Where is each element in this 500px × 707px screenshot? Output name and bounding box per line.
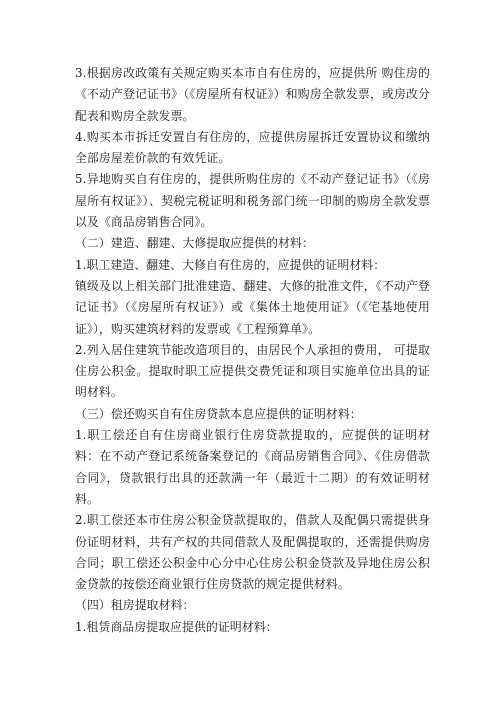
paragraph-4-relocation-housing: 4.购买本市拆迁安置自有住房的，应提供房屋拆迁安置协议和缴纳全部房屋差价款的有效凭证。: [75, 129, 430, 166]
section-heading-rental: （四）租房提取材料：: [75, 598, 195, 613]
section-heading-loan-repayment: （三）偿还购买自有住房贷款本息应提供的证明材料：: [75, 406, 362, 421]
paragraph-construction-2-energy-saving: 2.列入居住建筑节能改造项目的，由居民个人承担的费用， 可提取住房公积金。提取时职工应提供交费凭证和项目实施单位出具的证明材料。: [75, 342, 430, 400]
paragraph-construction-approval-docs: 镇级及以上相关部门批准建造、翻建、大修的批准文件，《不动产登记证书》（《房屋所有权证》）或《集体土地使用证》（《宅基地使用证》），购买建筑材料的发票或《工程预算单》。: [75, 278, 430, 336]
document-body: [75, 63, 430, 638]
paragraph-3-housing-reform-purchase: 3.根据房改政策有关规定购买本市自有住房的，应提供所 购住房的《不动产登记证书》（《房屋所有权证》）和购房全款发票，或房改分配表和购房全款发票。: [75, 66, 430, 123]
section-heading-construction: （二）建造、翻建、大修提取应提供的材料：: [75, 236, 314, 251]
paragraph-loan-2-provident-fund: 2.职工偿还本市住房公积金贷款提取的，借款人及配偶只需提供身份证明材料，共有产权的共同借款人及配偶提取的，还需提供购房合同；职工偿还公积金中心分中心住房公积金贷款及异地住房公积金贷款的按偿还商业银行住房贷款的规定提供材料。: [75, 513, 430, 592]
paragraph-5-offsite-purchase: 5.异地购买自有住房的，提供所购住房的《不动产登记证书》（《房屋所有权证》）、契税完税证明和税务部门统一印制的购房全款发票以及《商品房销售合同》。: [75, 172, 430, 230]
paragraph-construction-1: 1.职工建造、翻建、大修自有住房的，应提供的证明材料：: [75, 257, 386, 272]
paragraph-loan-1-commercial: 1.职工偿还自有住房商业银行住房贷款提取的，应提供的证明材料：在不动产登记系统备案登记的《商品房销售合同》、《住房借款合同》，贷款银行出具的还款满一年（最近十二期）的有效证明材料。: [75, 428, 430, 506]
paragraph-rental-1: 1.租赁商品房提取应提供的证明材料：: [75, 619, 278, 634]
